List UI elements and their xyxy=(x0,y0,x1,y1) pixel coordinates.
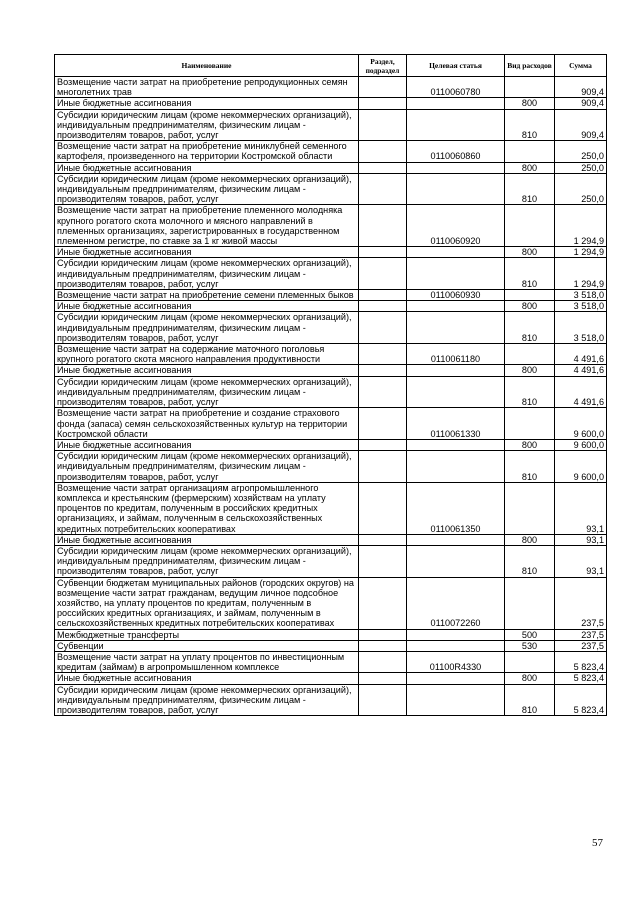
cell-sum: 1 294,9 xyxy=(555,258,607,290)
cell-kind: 800 xyxy=(505,247,555,258)
table-row xyxy=(55,673,607,684)
table-row xyxy=(55,205,607,247)
cell-target xyxy=(407,545,505,577)
table-row xyxy=(55,629,607,640)
cell-section xyxy=(359,376,407,408)
cell-name: Иные бюджетные ассигнования xyxy=(55,98,359,109)
header-target: Целевая статья xyxy=(407,55,505,77)
cell-section xyxy=(359,684,407,716)
cell-kind xyxy=(505,290,555,301)
table-row xyxy=(55,77,607,98)
cell-target: 0110060920 xyxy=(407,205,505,247)
budget-table xyxy=(54,54,607,716)
cell-target: 0110060780 xyxy=(407,77,505,98)
cell-target: 0110060860 xyxy=(407,141,505,162)
table-row xyxy=(55,376,607,408)
cell-name: Иные бюджетные ассигнования xyxy=(55,534,359,545)
cell-name: Иные бюджетные ассигнования xyxy=(55,365,359,376)
cell-sum: 3 518,0 xyxy=(555,312,607,344)
cell-kind: 810 xyxy=(505,376,555,408)
cell-sum: 1 294,9 xyxy=(555,205,607,247)
cell-name: Субвенции xyxy=(55,640,359,651)
cell-target: 0110060930 xyxy=(407,290,505,301)
cell-sum: 237,5 xyxy=(555,577,607,629)
cell-target xyxy=(407,312,505,344)
cell-target xyxy=(407,376,505,408)
cell-section xyxy=(359,162,407,173)
cell-section xyxy=(359,290,407,301)
budget-table-sheet xyxy=(54,54,606,716)
cell-kind: 800 xyxy=(505,301,555,312)
cell-sum: 909,4 xyxy=(555,109,607,141)
cell-section xyxy=(359,577,407,629)
cell-sum: 250,0 xyxy=(555,162,607,173)
cell-target xyxy=(407,640,505,651)
cell-kind xyxy=(505,77,555,98)
cell-target: 0110061350 xyxy=(407,482,505,534)
cell-target: 0110061330 xyxy=(407,408,505,440)
cell-target xyxy=(407,629,505,640)
cell-sum: 9 600,0 xyxy=(555,408,607,440)
cell-kind xyxy=(505,651,555,672)
cell-sum: 9 600,0 xyxy=(555,451,607,483)
cell-kind xyxy=(505,408,555,440)
cell-section xyxy=(359,640,407,651)
table-row xyxy=(55,439,607,450)
cell-name: Субсидии юридическим лицам (кроме некоммерческих организаций), индивидуальным предпринимателям, физическим лицам - производителям товаров, работ, услуг xyxy=(55,173,359,205)
cell-target xyxy=(407,451,505,483)
cell-sum: 237,5 xyxy=(555,629,607,640)
cell-target xyxy=(407,98,505,109)
cell-sum: 1 294,9 xyxy=(555,247,607,258)
cell-kind: 810 xyxy=(505,173,555,205)
cell-kind: 810 xyxy=(505,451,555,483)
cell-target xyxy=(407,439,505,450)
cell-kind: 800 xyxy=(505,98,555,109)
table-row xyxy=(55,173,607,205)
table-row xyxy=(55,451,607,483)
table-row xyxy=(55,162,607,173)
cell-section xyxy=(359,408,407,440)
cell-name: Возмещение части затрат на уплату процентов по инвестиционным кредитам (займам) в агропромышленном комплексе xyxy=(55,651,359,672)
cell-name: Возмещение части затрат на приобретение и создание страхового фонда (запаса) семян сельскохозяйственных культур на территории Костромской области xyxy=(55,408,359,440)
cell-kind: 530 xyxy=(505,640,555,651)
cell-name: Возмещение части затрат на приобретение миниклубней семенного картофеля, произведенного на территории Костромской области xyxy=(55,141,359,162)
cell-section xyxy=(359,312,407,344)
cell-target xyxy=(407,301,505,312)
cell-target xyxy=(407,258,505,290)
table-header-row xyxy=(55,55,607,77)
table-row xyxy=(55,344,607,365)
cell-sum: 93,1 xyxy=(555,545,607,577)
cell-section xyxy=(359,545,407,577)
cell-section xyxy=(359,258,407,290)
cell-section xyxy=(359,77,407,98)
cell-target xyxy=(407,534,505,545)
cell-section xyxy=(359,141,407,162)
cell-sum: 909,4 xyxy=(555,77,607,98)
cell-name: Иные бюджетные ассигнования xyxy=(55,439,359,450)
cell-kind xyxy=(505,141,555,162)
cell-name: Субсидии юридическим лицам (кроме некоммерческих организаций), индивидуальным предпринимателям, физическим лицам - производителям товаров, работ, услуг xyxy=(55,545,359,577)
header-kind: Вид расходов xyxy=(505,55,555,77)
cell-name: Иные бюджетные ассигнования xyxy=(55,301,359,312)
cell-name: Возмещение части затрат на приобретение племенного молодняка крупного рогатого скота молочного и мясного направлений в племенных организациях, зарегистрированных в государственном племенном регистре, по ставке за 1 кг живой массы xyxy=(55,205,359,247)
cell-kind: 810 xyxy=(505,258,555,290)
cell-name: Субсидии юридическим лицам (кроме некоммерческих организаций), индивидуальным предпринимателям, физическим лицам - производителям товаров, работ, услуг xyxy=(55,451,359,483)
cell-sum: 5 823,4 xyxy=(555,684,607,716)
cell-target xyxy=(407,247,505,258)
table-row xyxy=(55,312,607,344)
cell-sum: 237,5 xyxy=(555,640,607,651)
cell-target xyxy=(407,109,505,141)
cell-section xyxy=(359,651,407,672)
cell-name: Межбюджетные трансферты xyxy=(55,629,359,640)
cell-kind: 800 xyxy=(505,673,555,684)
cell-section xyxy=(359,247,407,258)
cell-sum: 3 518,0 xyxy=(555,290,607,301)
cell-kind xyxy=(505,482,555,534)
cell-sum: 3 518,0 xyxy=(555,301,607,312)
cell-name: Субсидии юридическим лицам (кроме некоммерческих организаций), индивидуальным предпринимателям, физическим лицам - производителям товаров, работ, услуг xyxy=(55,109,359,141)
cell-name: Иные бюджетные ассигнования xyxy=(55,162,359,173)
cell-name: Субсидии юридическим лицам (кроме некоммерческих организаций), индивидуальным предпринимателям, физическим лицам - производителям товаров, работ, услуг xyxy=(55,258,359,290)
table-row xyxy=(55,365,607,376)
cell-name: Субвенции бюджетам муниципальных районов (городских округов) на возмещение части затрат гражданам, ведущим личное подсобное хозяйство, на уплату процентов по кредитам, полученным в российских кредитных организациях, и займам, полученным в сельскохозяйственных кредитных потребительских кооперативах xyxy=(55,577,359,629)
cell-kind: 500 xyxy=(505,629,555,640)
cell-kind: 800 xyxy=(505,162,555,173)
cell-section xyxy=(359,534,407,545)
cell-section xyxy=(359,301,407,312)
cell-section xyxy=(359,365,407,376)
cell-kind: 800 xyxy=(505,439,555,450)
table-row xyxy=(55,640,607,651)
table-row xyxy=(55,651,607,672)
cell-name: Возмещение части затрат на содержание маточного поголовья крупного рогатого скота мясного направления продуктивности xyxy=(55,344,359,365)
table-row xyxy=(55,534,607,545)
cell-kind xyxy=(505,577,555,629)
cell-name: Возмещение части затрат на приобретение репродукционных семян многолетних трав xyxy=(55,77,359,98)
cell-name: Иные бюджетные ассигнования xyxy=(55,247,359,258)
cell-kind xyxy=(505,205,555,247)
cell-target: 01100R4330 xyxy=(407,651,505,672)
cell-kind: 810 xyxy=(505,545,555,577)
cell-sum: 5 823,4 xyxy=(555,673,607,684)
cell-section xyxy=(359,173,407,205)
cell-sum: 5 823,4 xyxy=(555,651,607,672)
cell-kind xyxy=(505,344,555,365)
cell-sum: 93,1 xyxy=(555,482,607,534)
cell-name: Возмещение части затрат организациям агропромышленного комплекса и крестьянским (фермерским) хозяйствам на уплату процентов по кредитам, полученным в российских кредитных организациях, и займам, полученным в сельскохозяйственных кредитных потребительских кооперативах xyxy=(55,482,359,534)
cell-kind: 800 xyxy=(505,534,555,545)
cell-sum: 4 491,6 xyxy=(555,344,607,365)
cell-sum: 93,1 xyxy=(555,534,607,545)
cell-name: Иные бюджетные ассигнования xyxy=(55,673,359,684)
header-sum: Сумма xyxy=(555,55,607,77)
table-row xyxy=(55,482,607,534)
cell-section xyxy=(359,439,407,450)
cell-kind: 810 xyxy=(505,109,555,141)
cell-target xyxy=(407,173,505,205)
page-number: 57 xyxy=(592,837,603,849)
cell-name: Субсидии юридическим лицам (кроме некоммерческих организаций), индивидуальным предпринимателям, физическим лицам - производителям товаров, работ, услуг xyxy=(55,376,359,408)
cell-kind: 810 xyxy=(505,312,555,344)
cell-target xyxy=(407,684,505,716)
cell-section xyxy=(359,205,407,247)
table-row xyxy=(55,258,607,290)
cell-kind: 800 xyxy=(505,365,555,376)
table-row xyxy=(55,408,607,440)
cell-target xyxy=(407,365,505,376)
cell-sum: 250,0 xyxy=(555,141,607,162)
table-row xyxy=(55,290,607,301)
table-row xyxy=(55,247,607,258)
table-row xyxy=(55,545,607,577)
cell-section xyxy=(359,482,407,534)
table-row xyxy=(55,301,607,312)
cell-name: Субсидии юридическим лицам (кроме некоммерческих организаций), индивидуальным предпринимателям, физическим лицам - производителям товаров, работ, услуг xyxy=(55,312,359,344)
cell-section xyxy=(359,98,407,109)
cell-target xyxy=(407,162,505,173)
cell-sum: 909,4 xyxy=(555,98,607,109)
cell-sum: 250,0 xyxy=(555,173,607,205)
table-row xyxy=(55,98,607,109)
cell-target xyxy=(407,673,505,684)
cell-kind: 810 xyxy=(505,684,555,716)
table-row xyxy=(55,684,607,716)
cell-section xyxy=(359,344,407,365)
cell-section xyxy=(359,451,407,483)
cell-sum: 4 491,6 xyxy=(555,365,607,376)
cell-name: Субсидии юридическим лицам (кроме некоммерческих организаций), индивидуальным предпринимателям, физическим лицам - производителям товаров, работ, услуг xyxy=(55,684,359,716)
cell-name: Возмещение части затрат на приобретение семени племенных быков xyxy=(55,290,359,301)
cell-section xyxy=(359,109,407,141)
table-row xyxy=(55,577,607,629)
cell-section xyxy=(359,673,407,684)
header-section: Раздел, подраздел xyxy=(359,55,407,77)
table-row xyxy=(55,109,607,141)
cell-target: 0110072260 xyxy=(407,577,505,629)
table-body xyxy=(55,77,607,716)
table-row xyxy=(55,141,607,162)
cell-section xyxy=(359,629,407,640)
header-name: Наименование xyxy=(55,55,359,77)
cell-sum: 9 600,0 xyxy=(555,439,607,450)
cell-target: 0110061180 xyxy=(407,344,505,365)
cell-sum: 4 491,6 xyxy=(555,376,607,408)
